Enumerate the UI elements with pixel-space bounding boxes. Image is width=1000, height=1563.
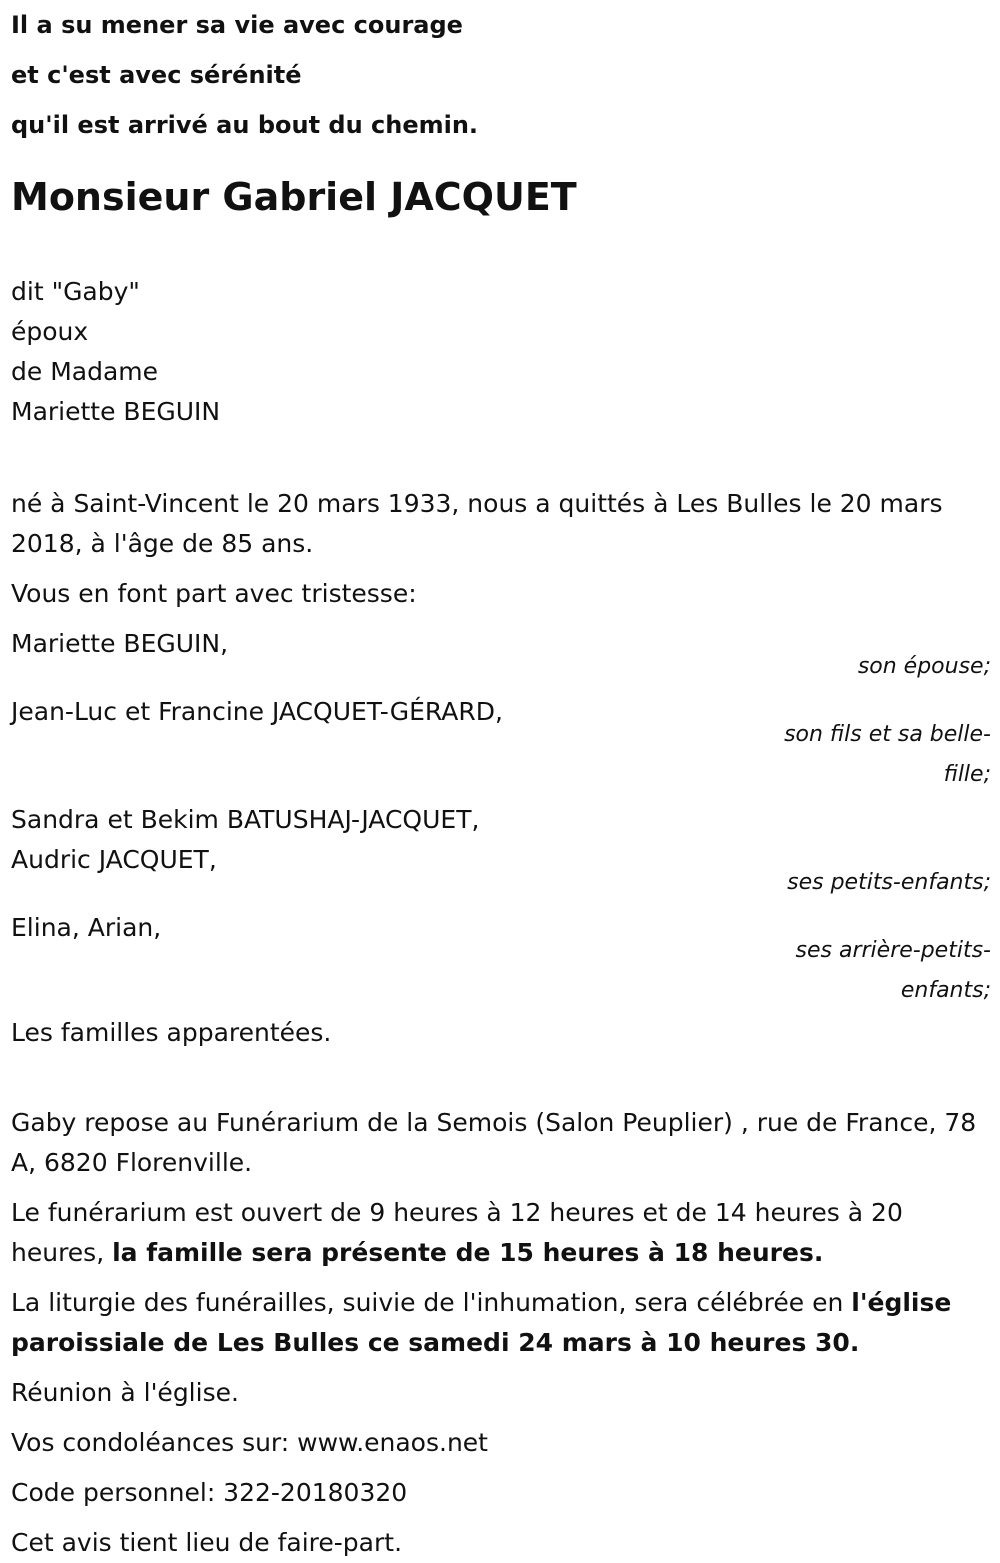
birth-death-text: né à Saint-Vincent le 20 mars 1933, nous a quittés à Les Bulles le 20 mars 2018, à l'âge de 85 ans. — [11, 489, 943, 558]
relative-role: ses arrière-petits-enfants; — [795, 938, 991, 1003]
quote-line-1: Il a su mener sa vie avec courage — [11, 11, 463, 39]
announcement-text: Vous en font part avec tristesse: — [11, 579, 417, 608]
relative-entry — [11, 624, 991, 687]
relative-entry — [11, 908, 991, 1011]
repose-text: Gaby repose au Funérarium de la Semois (Salon Peuplier) , rue de France, 78 A, 6820 Florenville. — [11, 1108, 977, 1177]
relative-name: Elina, Arian, — [11, 913, 162, 942]
obituary-page — [11, 0, 991, 1563]
spouse-line-2: de Madame — [11, 357, 159, 386]
relative-name: Audric JACQUET, — [11, 845, 217, 874]
spouse-line-1: époux — [11, 317, 89, 346]
personal-code: Code personnel: 322-20180320 — [11, 1478, 408, 1507]
quote-line-3: qu'il est arrivé au bout du chemin. — [11, 111, 479, 139]
notice-text: Cet avis tient lieu de faire-part. — [11, 1528, 403, 1557]
liturgy-text — [11, 1283, 991, 1363]
relative-name: Sandra et Bekim BATUSHAJ-JACQUET, — [11, 805, 480, 834]
family-presence: la famille sera présente de 15 heures à 18 heures. — [112, 1238, 824, 1267]
liturgy-intro: La liturgie des funérailles, suivie de l'inhumation, sera célébrée en — [11, 1288, 844, 1317]
meeting-text: Réunion à l'église. — [11, 1378, 239, 1407]
relatives-list — [11, 624, 991, 1011]
opening-hours: Le funérarium est ouvert de 9 heures à 12 heures et de 14 heures à 20 heures, — [11, 1198, 903, 1267]
relative-role: ses petits-enfants; — [787, 870, 991, 895]
liturgy-place-time: l'église paroissiale de Les Bulles ce samedi 24 mars à 10 heures 30. — [11, 1288, 952, 1357]
relative-role: son épouse; — [857, 654, 991, 679]
relative-role: son fils et sa belle-fille; — [784, 722, 991, 787]
deceased-name: Monsieur Gabriel JACQUET — [11, 175, 577, 219]
quote-line-2: et c'est avec sérénité — [11, 61, 302, 89]
relative-entry — [11, 800, 991, 903]
nickname: dit "Gaby" — [11, 277, 140, 306]
families-text: Les familles apparentées. — [11, 1018, 332, 1047]
relative-name: Jean-Luc et Francine JACQUET-GÉRARD, — [11, 697, 503, 726]
opening-quote — [11, 0, 991, 150]
opening-hours-text — [11, 1193, 991, 1273]
relative-entry — [11, 692, 991, 795]
condolences-text: Vos condoléances sur: www.enaos.net — [11, 1428, 488, 1457]
relative-name: Mariette BEGUIN, — [11, 629, 229, 658]
deceased-details — [11, 272, 991, 432]
spouse-name: Mariette BEGUIN — [11, 397, 221, 426]
